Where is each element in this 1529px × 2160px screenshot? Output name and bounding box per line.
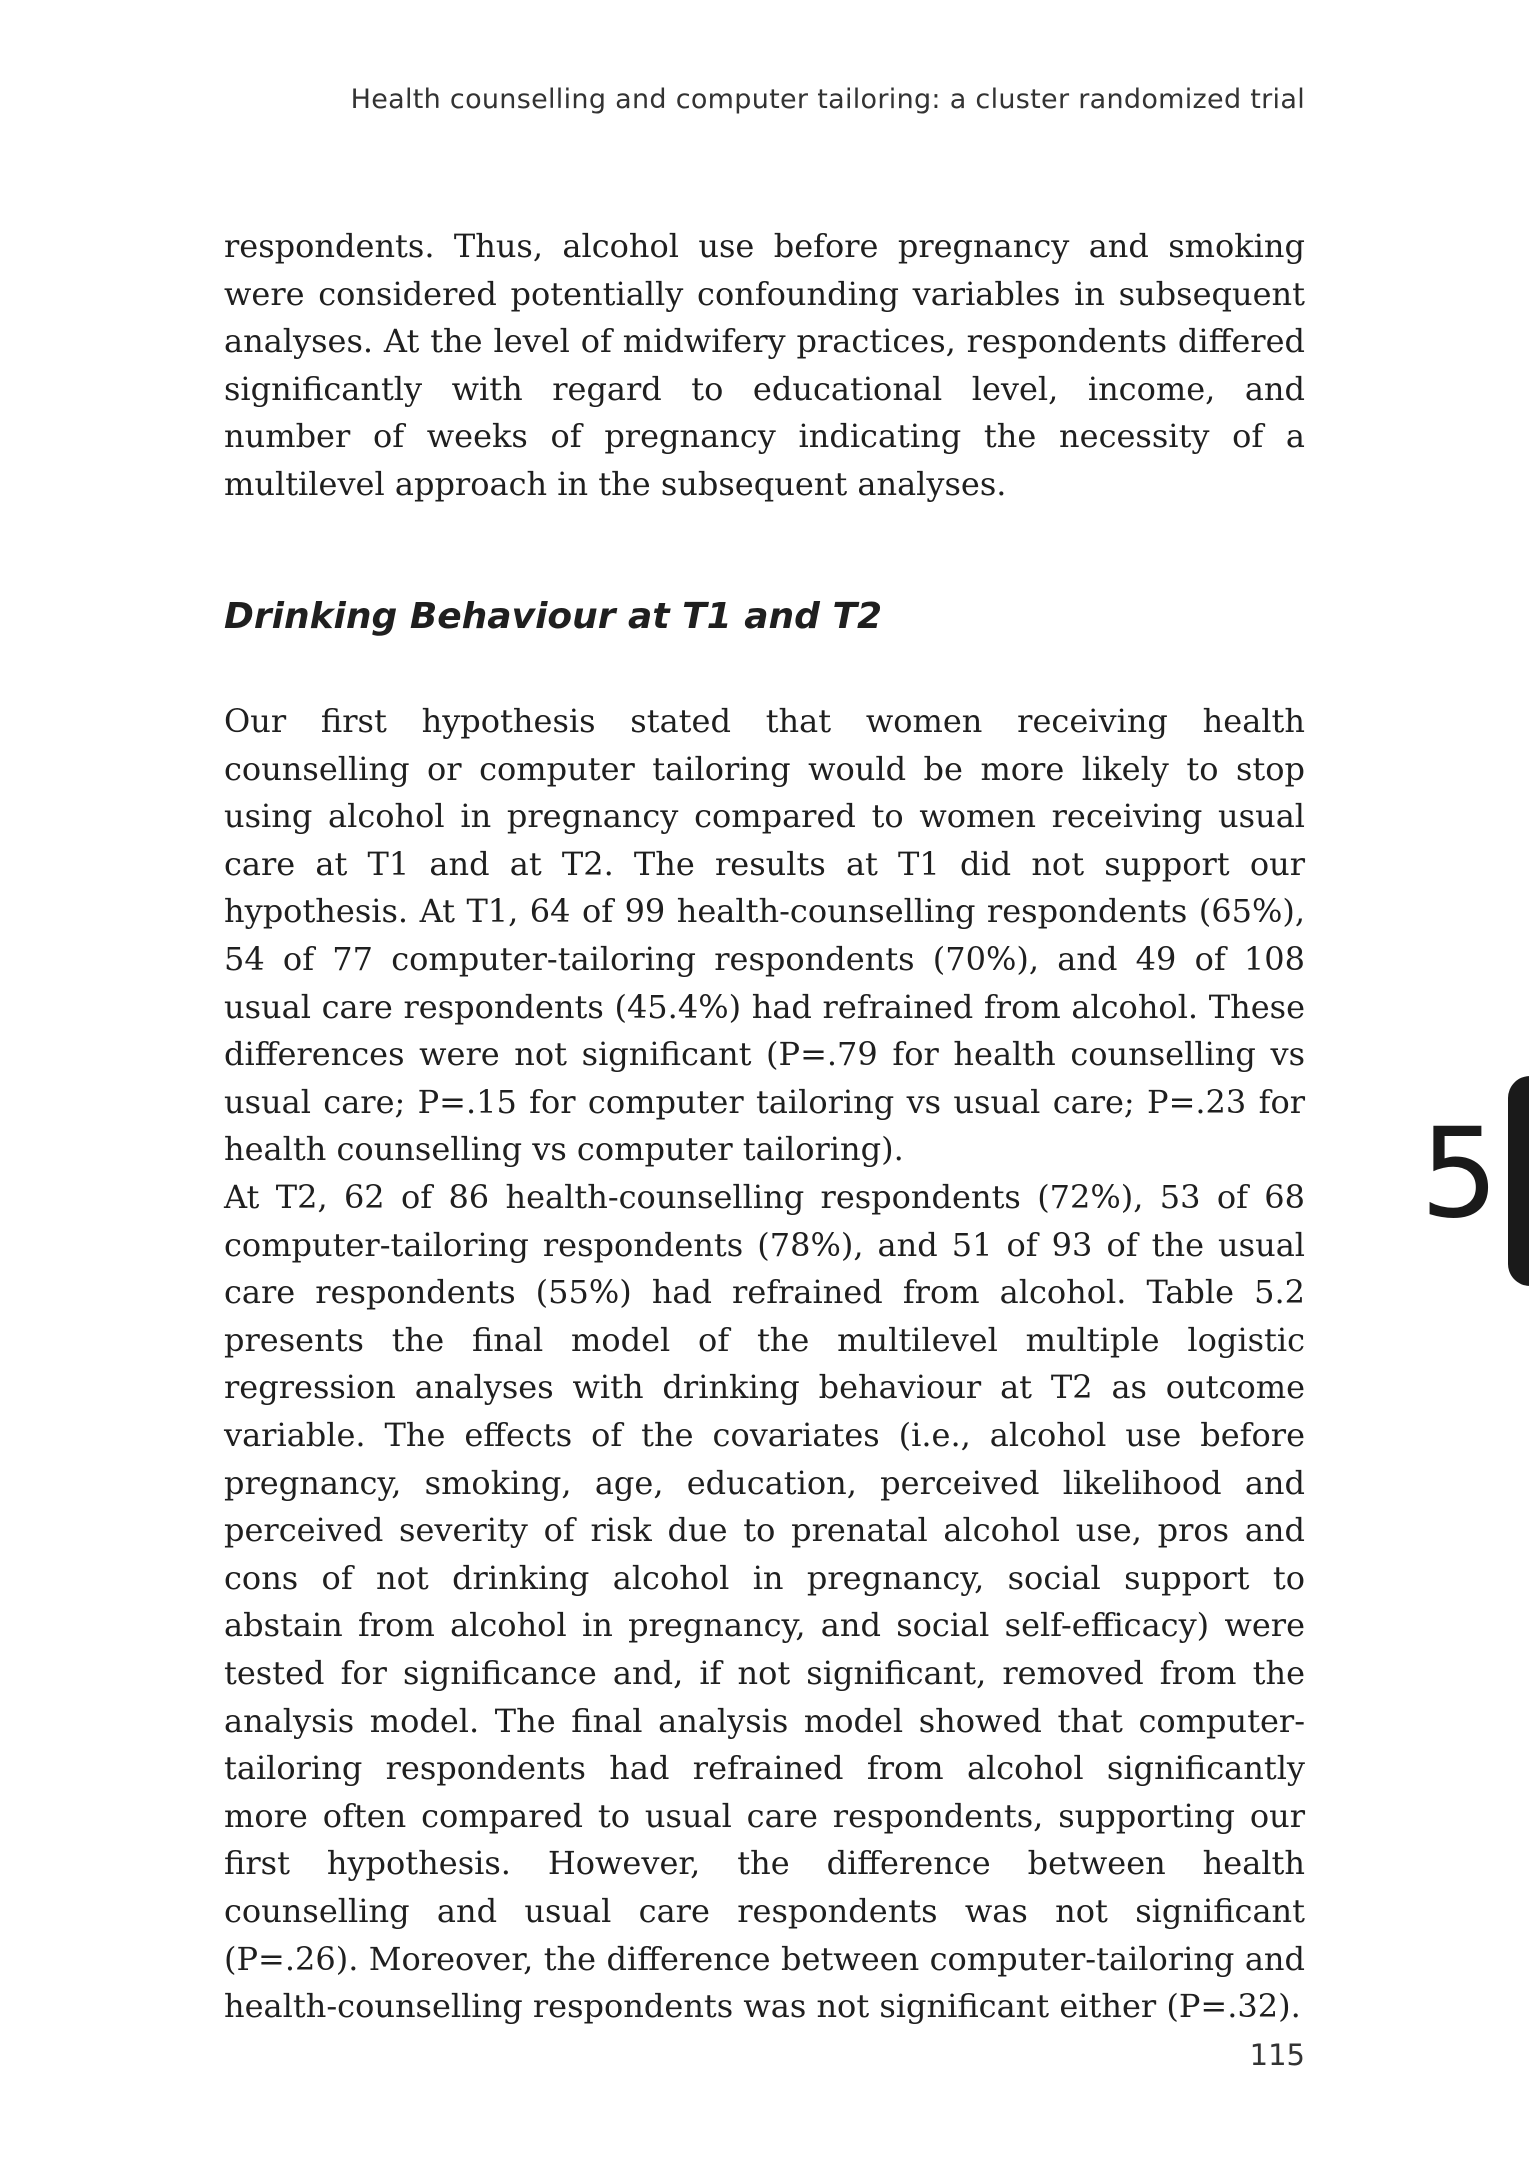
body-paragraph-3 <box>224 1174 1305 2031</box>
body-paragraph-1 <box>224 223 1305 509</box>
body-paragraph-2 <box>224 698 1305 1174</box>
paragraph-text: respondents. Thus, alcohol use before pregnancy and smoking were considered potentially confounding variables in subsequent analyses. At the level of midwifery practices, respondents differed significantly with regard to educational level, income, and number of weeks of pregnancy indicating the necessity of a multilevel approach in the subsequent analyses. <box>224 227 1305 503</box>
paragraph-text: At T2, 62 of 86 health-counselling respondents (72%), 53 of 68 computer-tailoring respondents (78%), and 51 of 93 of the usual care respondents (55%) had refrained from alcohol. Table 5.2 presents the final model of the multilevel multiple logistic regression analyses with drinking behaviour at T2 as outcome variable. The effects of the covariates (i.e., alcohol use before pregnancy, smoking, age, education, perceived likelihood and perceived severity of risk due to prenatal alcohol use, pros and cons of not drinking alcohol in pregnancy, social support to abstain from alcohol in pregnancy, and social self-efficacy) were tested for significance and, if not significant, removed from the analysis model. The final analysis model showed that computer-tailoring respondents had refrained from alcohol significantly more often compared to usual care respondents, supporting our first hypothesis. However, the difference between health counselling and usual care respondents was not significant (P=.26). Moreover, the difference between computer-tailoring and health-counselling respondents was not significant either (P=.32). <box>224 1178 1305 2026</box>
section-heading: Drinking Behaviour at T1 and T2 <box>224 596 883 637</box>
running-header: Health counselling and computer tailoring: a cluster randomized trial <box>350 84 1305 115</box>
page-number: 115 <box>1249 2038 1305 2072</box>
paragraph-text: Our first hypothesis stated that women receiving health counselling or computer tailoring would be more likely to stop using alcohol in pregnancy compared to women receiving usual care at T1 and at T2. The results at T1 did not support our hypothesis. At T1, 64 of 99 health-counselling respondents (65%), 54 of 77 computer-tailoring respondents (70%), and 49 of 108 usual care respondents (45.4%) had refrained from alcohol. These differences were not significant (P=.79 for health counselling vs usual care; P=.15 for computer tailoring vs usual care; P=.23 for health counselling vs computer tailoring). <box>224 702 1305 1169</box>
chapter-number: 5 <box>1420 1102 1499 1246</box>
chapter-thumb-tab <box>1508 1076 1529 1286</box>
